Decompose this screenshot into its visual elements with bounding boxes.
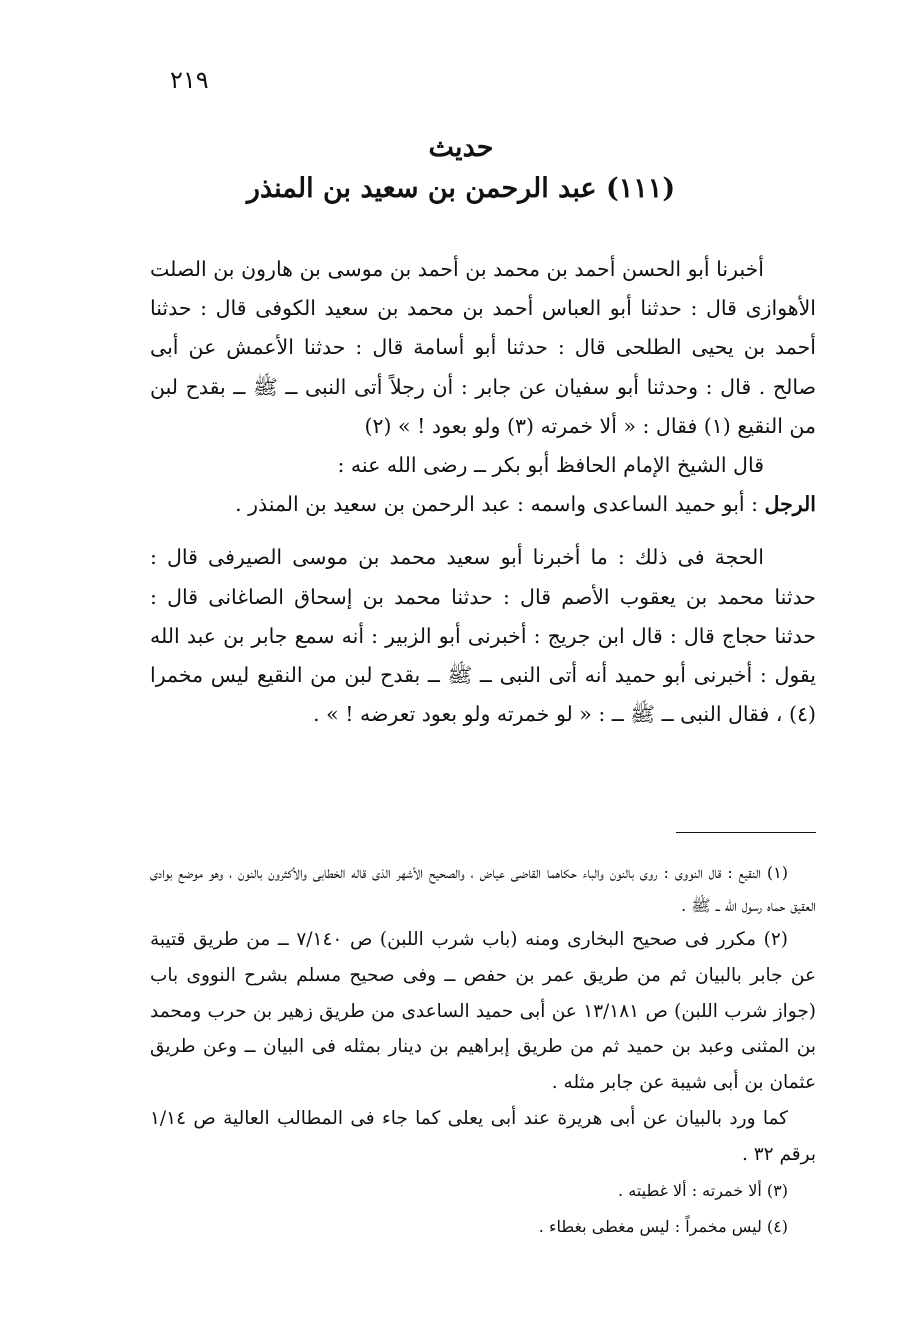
page-number: ٢١٩: [170, 66, 209, 94]
footnote-1: (١) النقيع : قال النووى : روى بالنون والباء حكاهما القاضى عياض ، والصحيح الأشهر الذى قاله الخطابى والأكثرون بالنون ، وهو موضع بوادى العقيق حماه رسول الله ــ ﷺ .: [150, 863, 816, 915]
section-subtitle: (١١١) عبد الرحمن بن سعيد بن المنذر: [246, 173, 676, 204]
footnote-2: (٢) مكرر فى صحيح البخارى ومنه (باب شرب اللبن) ص ٧/١٤٠ ــ من طريق قتيبة عن جابر بالبيان ثم من طريق عمر بن حفص ــ وفى صحيح مسلم بشرح النووى باب (جواز شرب اللبن) ص ١٣/١٨١ عن أبى حميد الساعدى من طريق زهير بن حرب ومحمد بن المثنى وعبد بن حميد ثم من طريق إبراهيم بن دينار بمثله فى البيان ــ وعن طريق عثمان بن أبى شيبة عن جابر مثله .: [150, 929, 816, 1094]
footnote-4: (٤) ليس مخمراً : ليس مغطى بغطاء .: [538, 1216, 788, 1236]
man-paragraph: [150, 485, 816, 524]
man-text: : أبو حميد الساعدى واسمه : عبد الرحمن بن سعيد بن المنذر .: [235, 492, 759, 517]
footnote-2-extra: كما ورد بالبيان عن أبى هريرة عند أبى يعلى كما جاء فى المطالب العالية ص ١/١٤ برقم ٣٢ .: [150, 1107, 816, 1165]
sheikh-line: قال الشيخ الإمام الحافظ أبو بكر ــ رضى الله عنه :: [337, 453, 764, 478]
man-label: الرجل: [764, 492, 816, 517]
footnote-divider: [676, 832, 816, 833]
section-title: حديث: [428, 132, 494, 163]
main-text: [150, 250, 816, 734]
footnote-3: (٣) ألا خمرته : ألا غطيته .: [618, 1180, 788, 1200]
isnad-paragraph-1: أخبرنا أبو الحسن أحمد بن محمد بن أحمد بن موسى بن هارون بن الصلت الأهوازى قال : حدثنا أبو العباس أحمد بن محمد بن سعيد الكوفى قال : حدثنا أحمد بن يحيى الطلحى قال : حدثنا أبو أسامة قال : حدثنا الأعمش عن أبى صالح . قال : وحدثنا أبو سفيان عن جابر : أن رجلاً أتى النبى ــ ﷺ ــ بقدح لبن من النقيع (١) فقال : « ألا خمرته (٣) ولو بعود ! » (٢): [150, 257, 816, 438]
proof-paragraph: الحجة فى ذلك : ما أخبرنا أبو سعيد محمد بن موسى الصيرفى قال : حدثنا محمد بن يعقوب الأصم قال : حدثنا محمد بن إسحاق الصاغانى قال : حدثنا حجاج قال : قال ابن جريج : أخبرنى أبو الزبير : أنه سمع جابر بن عبد الله يقول : أخبرنى أبو حميد أنه أتى النبى ــ ﷺ ــ بقدح لبن من النقيع ليس مخمرا (٤) ، فقال النبى ــ ﷺ ــ : « لو خمرته ولو بعود تعرضه ! » .: [150, 545, 816, 727]
footnotes: [150, 856, 816, 1245]
